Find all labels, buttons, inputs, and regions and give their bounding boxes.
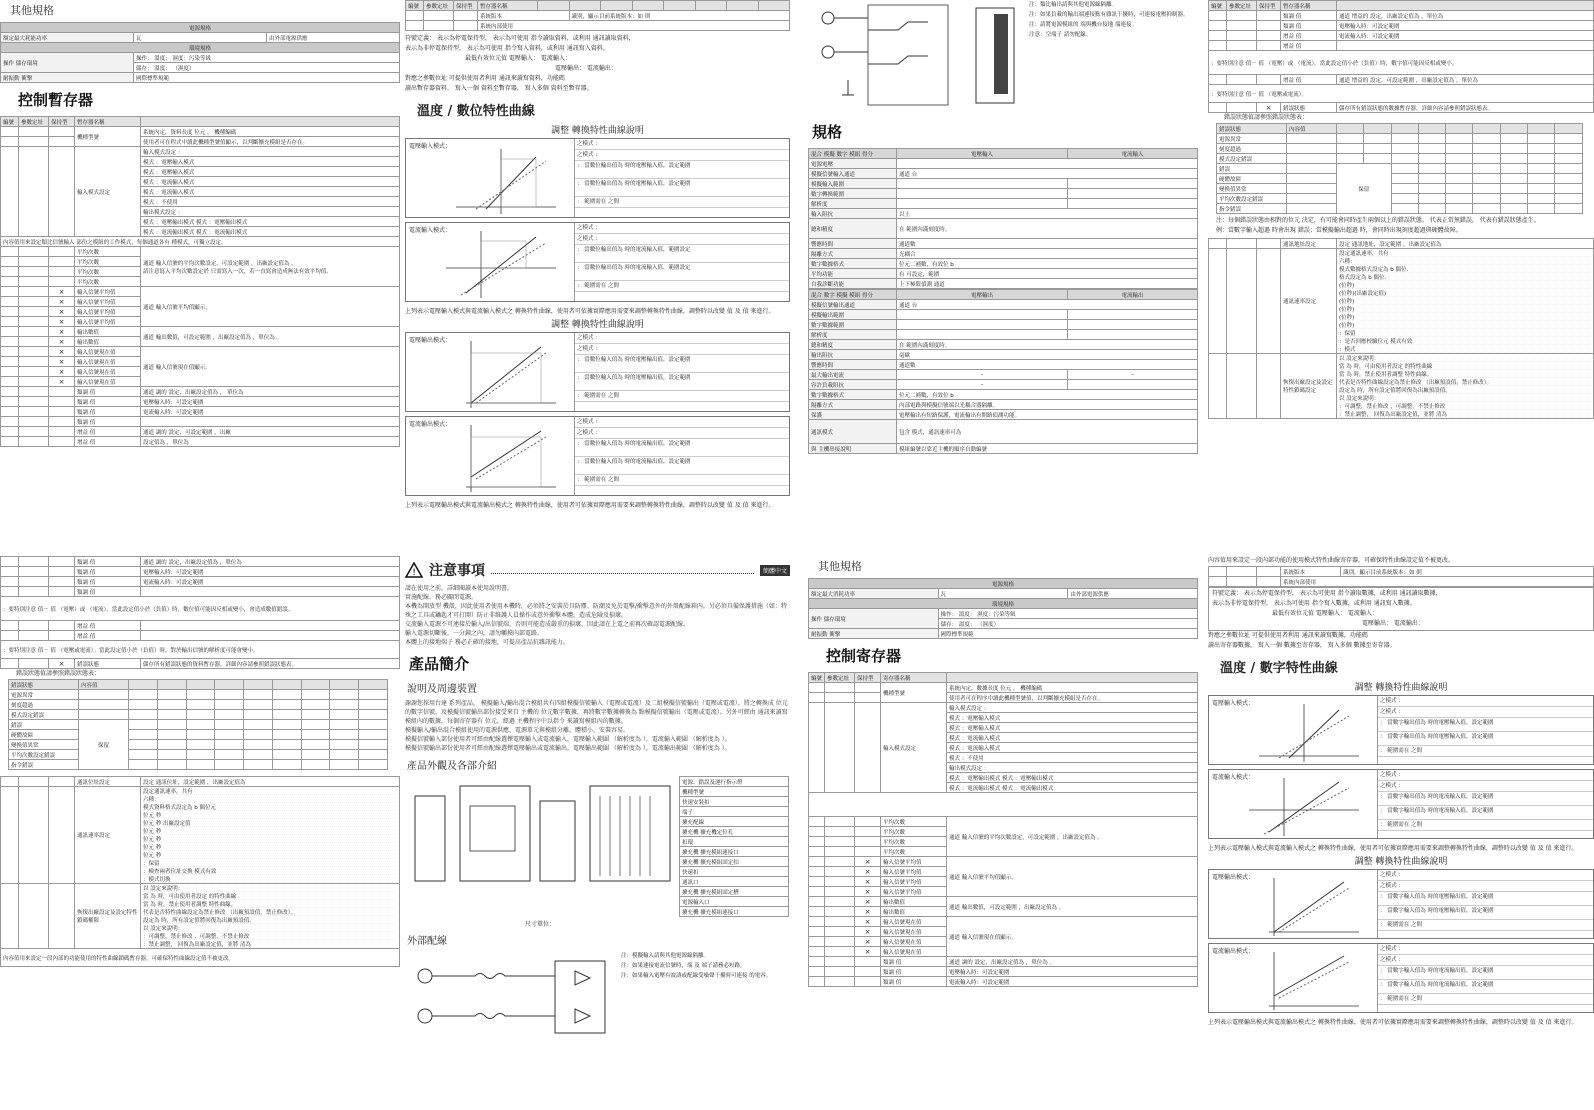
power-env-spec-table: 電源規格 額定最大耗能功率 瓦 由外部電源供應 環境規格 操作 儲存環境 操作： 溫度： 濕度：污染等級 儲存： 溫度： （濕度） 耐振動 衝擊 國際標準規範 xyxy=(0,22,400,83)
voltage-output-curve xyxy=(406,333,566,411)
wiring-title: 外部配線 xyxy=(407,936,447,947)
page-simplified-curves: 內容值用來設定一段內部功能的使用模式特性曲線寄存器，可確保特性曲線設定值不被更改。 系統版本 識別，顯示目前系統版本：如 則 系統內部使用 符號定義： 表示為停電保持型， 表示為可使用 指令讀取數據，或利用 通訊讀取數據， 表示為非停電保持型， 表示為可使用 指令寫入數據，或利用 通訊寫入數據。 最低有效位元值 電壓輸入： 電流輸入： 電壓輸出： 電流輸出： 對應之參數位址 可提供使用者利用 通訊來讀寫數據，功能碼 讀出寄存器數據， 寫入一個 數據至寄存器， 寫入多個 數據至寄存器。 溫度 / 數字特性曲線 調整 轉換特性曲線說明 電壓輸入模式： 之模式 ： 之模式 ： ： 當數字輸出值為 時的電壓輸入值，設定範圍 ： 當數字輸出值為 時的電壓輸入值，設定範圍 ： 範圍需在 之間 電流輸入模式： 之模式 ： 之模式 ： ： 當數字輸出值為 時的電流輸入值，設定範圍 ： 當數字輸出值為 時的電流輸入值，設定範圍 ： 範圍需在 之間 上列表示電壓輸入模式與電流輸入模式之 轉換特性曲線，使用者可依據實際應用需要來調整轉換特性曲線，調整時以改變 值 及 值 來進行。 調整 轉換特性曲線說明 電壓輸出模式： 之模式 ： 之模式 ： ： 當數字輸入值為 時的電壓輸出值，設定範圍 ： 當數字輸入值為 時的電壓輸出值，設定範圍 ： 範圍需在 之間 電流輸出模式： 之模式 ： 之模式 ： ： 當數字輸入值為 時的電流輸出值，設定範圍 ： 當數字輸入值為 時的電流輸出值，設定範圍 ： 範圍需在 之間 上列表示電壓輸出模式與電流輸出模式之 轉換特性曲線，使用者可依據實際應用需要來調整轉換特性曲線，調整時以改變 值 及 值 來進行。 xyxy=(1208,556,1594,1110)
input-curve-caption: 上列表示電壓輸入模式與電流輸入模式之 轉換特性曲線，使用者可依據實際應用需要來調整轉換特性曲線，調整時以改變 值 及 值 來進行。 xyxy=(405,308,775,315)
other-spec-title: 其他規格 xyxy=(10,4,54,17)
product-drawing xyxy=(405,776,675,886)
control-register-table-sc: 編號 參數定址 保持型 寄存器名稱 機種型號 系統內定，數據長度 位元 ， 機種編碼 使用者可在程序中讀此機種型號值，以判斷擴充模組是否存在。 輸入模式設定 輸入模式設定 ： 模式 ：電壓輸入模式 模式 ：電壓輸入模式 模式 ：電流輸入模式 模式 ：電流輸入模式 模式 ：不使用 輸出模式設定 ： 模式 ：電壓輸出模式 模式 ：電壓輸出模式 模式 ：電流輸出模式 模式 ：電流輸出模式 平均次數 通道 輸入信號的平均次數設定，可設定範圍 ，出廠設定值為 。 平均次數 平均次數 平均次數 × 輸入信號平均值 通道 輸入信號平均值顯示。 × 輸入信號平均值 × 輸入信號平均值 × 輸入信號平均值 × 輸出數值 通道 輸出數值，可設定範圍 ，出廠設定值為 。 × 輸出數值 × 輸入信號現在值 通道 輸入信號現在值顯示。 × 輸入信號現在值 × 輸入信號現在值 × 輸入信號現在值 類調 值 通道 調的 設定，出廠設定值為 ，單位為 。 類調 值 電壓輸入時：可設定範圍 類調 值 電流輸入時：可設定範圍 xyxy=(808,672,1198,987)
warning-list: 請在使用之前，詳細閱讀本使用說明書。 實施配線，務必關閉電源。 本機為開放型 機殼，因此使用者使用本機時，必須將之安裝於具防塵、防潮及免於電擊/衝擊意外的外殼配線箱內。另必須具備保護措施（如：特殊之工具或鑰匙才可打開）防止非維護人員操作或意外衝擊本體，造成危險及損壞。 交流輸入電源不可連接於輸入/出信號端，否則可能造成嚴重的損壞。因此請在上電之前再次確認電源配線。 輸入電源切斷後，一分鐘之內，請勿觸摸內部電路。 本體上的接地端子 務必正確的接地，可提高產品抗雜訊能力。 xyxy=(405,585,787,646)
symbol-definitions: 符號定義： 表示為停電保持型， 表示為可使用 指令讀取資料，或利用 通訊讀取資料， 表示為非停電保持型， 表示為可使用 指令寫入資料，或利用 通訊寫入資料。 最低有效位元值 電壓輸入： 電流輸入： 電壓輸出： 電流輸出： 對應之參數位址 可提供使用者利用 通訊來讀寫資料，功能碼 讀出暫存器資料， 寫入一個 資料至暫存器， 寫入多個 資料至暫存器。 xyxy=(405,35,635,92)
input-spec-table: 混合 模擬 數字 模組 得分 電壓輸入 電流輸入 電源電壓 模擬信號輸入通道 通道 台 模擬輸入範圍 數字轉換範圍 解析度 輸入阻抗 以上 總和精度 在 範圍內滿刻度時。 響應時間 通道數 隔離方式 光耦合 數字數據格式 位元二補數，有效位 b 平均功能 有 可設定，範圍 自我診斷功能 上下極限偵測 通道 xyxy=(808,148,1198,289)
module-terminal-diagram xyxy=(966,0,1021,110)
page-traditional-control-registers-1 xyxy=(0,0,400,550)
input-wiring-diagram xyxy=(405,951,615,1041)
language-badge: 簡體中文 xyxy=(760,565,790,576)
current-input-curve xyxy=(406,223,566,301)
control-register-title: 控制暫存器 xyxy=(18,91,94,109)
voltage-output-chart-sc: 電壓輸出模式： 之模式 ： 之模式 ： ： 當數字輸入值為 時的電壓輸出值，設定範圍 ： 當數字輸入值為 時的電壓輸出值，設定範圍 ： 範圍需在 之間 xyxy=(1208,869,1594,939)
curve-section-title-sc: 溫度 / 數字特性曲線 xyxy=(1220,661,1338,676)
wiring-top-area: 注：類比輸出請與其他電源線隔離。 注：如果負載的輸出端連接點有雜訊干擾時，可連接電壓抑制器。 注：請將電源模組的 端與機台接地 端連接。 注意：空端子 請勿配線。 xyxy=(808,0,1198,115)
parts-legend-table: 電源、錯誤及運行指示燈 機種型號 快速安裝扣 端子 擴充配線 擴充機 擴充機定位孔 扣環 擴充機 擴充模組連接口 擴充機 擴充模組固定扣 快速扣 通訊口 擴充機 擴充模組固定槽 電源輸入口 擴充機 擴充模組連接口 xyxy=(679,776,789,917)
page-simplified-specs xyxy=(808,0,1198,550)
svg-text:!: ! xyxy=(412,568,416,578)
page-simplified-registers-2 xyxy=(1208,0,1594,550)
error-status-table-trad: 錯誤狀態 內容值 電源異常 刻度超過 模式設定錯誤 錯誤 保留 硬體故障 變換值異常 平均次數設定錯誤 指令錯誤 xyxy=(8,679,388,770)
adjust-title-output: 調整 轉換特性曲線說明 xyxy=(551,320,644,330)
system-version-table-sc: 系統版本 識別，顯示目前系統版本：如 則 系統內部使用 xyxy=(1208,566,1594,587)
comm-register-table-trad: 通訊位址設定 設定 通訊位址，設定範圍 ，出廠設定值為 通訊速率設定 設定通訊速率，共有 六種： 模式資料格式設定為 b 偶位元 位元 秒 位元 秒 出廠設定值 位元 秒 位元 秒 位元 秒 位元 秒 ：保留 ：檢查兩者位址交換 模式有效 ：模式切換 恢復出廠設定及設定特性鎖碼權限 以 設定來說明： 當 為 時，可由使用者設定 的特性曲線 當 為 時，禁止使用者調整 特性曲線。 代表是否特性曲線設定為禁止修改 （出廠預設值，禁止修改）。 設定為 時，所有設定值將回復為出廠預設值。 以 設定來說明： ：可調整，禁止修改 ，可調整，不禁止修改 ：禁止調整， 回復為出廠設定值，並將 清為 內容值用來設定一段內部的功能使用的特性曲線鎖碼暫存器，可確保特性曲線設定值不被更改。 xyxy=(0,776,400,967)
intro-text: 謝謝您採用台達 系列產品。 模擬輸入/輸出混合模組共有四組模擬信號輸入（電壓或電流）及二組模擬信號輸出（電壓或電流），將之轉換成 位元的數字信號，及模擬信號輸出部份接受來自 主機的 位元數字數據，再將數字數據轉換為 點模擬信號輸出（電壓或電流）。另外可經由 通訊來讀寫模組內的數據，每個寄存器有 位元，經過 主機程序中以指令 來讀寫模組內的數據。 模擬輸入/輸出混合模組使用的電源供應，電源單元與模組分離，體積小，安裝容易。 模擬信號輸入部份使用者可經由配線選擇電壓輸入或電流輸入，電壓輸入範圍 （解析度為 ），電流輸入範圍 （解析度為 ）。 模擬信號輸出部份使用者可經由配線選擇電壓輸出或電流輸出，電壓輸出範圍 （解析度為 ），電流輸出範圍 （解析度為 ）。 xyxy=(405,700,788,752)
error-table-title: 錯誤狀態值請參照錯誤狀態表： xyxy=(1224,114,1309,121)
warning-header: ! 注意事項 簡體中文 xyxy=(405,560,790,580)
page-traditional-control-registers-2: 類調 值 通道 調的 設定，出廠設定值為 ，單位為 類調 值 電壓輸入時：可設定範圍 類調 值 電流輸入時：可設定範圍 類調 值 ：要特別注意 值－ 值 （電壓）或 （電流）。當此設定值小於（負值）時，數位值可能因反相或變小，會造成數值錯誤。 增益 值 增益 值 ：要特別注意 值－ 值 （電壓或電流）。當此設定值小於（負值）時，對於輸出信號的解析度可能會變小。 × 錯誤狀態 儲存所有錯誤狀態的資料暫存器，詳細內容請參照錯誤狀態表。 錯誤狀態值請參照錯誤狀態表： 錯誤狀態 內容值 電源異常 刻度超過 模式設定錯誤 錯誤 保留 硬體故障 變換值異常 平均次數設定錯誤 指令錯誤 通訊位址設定 設定 通訊位址，設定範圍 ，出廠設定值為 通訊速率設定 設定通訊速率，共有 六種： 模式資料格式設定為 b 偶位元 位元 秒 位元 秒 出廠設定值 位元 秒 位元 秒 位元 秒 位元 秒 ：保留 ：檢查兩者位址交換 模式有效 ：模式切換 恢復出廠設定及設定特性鎖碼權限 以 設定來說明： 當 為 時，可由使用者設定 的特性曲線 當 為 時，禁止使用者調整 特性曲線。 代表是否特性曲線設定為禁止修改 （出廠預設值，禁止修改）。 設定為 時，所有設定值將回復為出廠預設值。 以 設定來說明： ：可調整，禁止修改 ，可調整，不禁止修改 ：禁止調整， 回復為出廠設定值，並將 清為 內容值用來設定一段內部的功能使用的特性曲線鎖碼暫存器，可確保特性曲線設定值不被更改。 xyxy=(0,556,400,1110)
control-register-title-sc: 控制寄存器 xyxy=(826,647,902,665)
voltage-input-chart: 電壓輸入模式： 之模式 ： 之模式 ： ： 當數位輸出值為 時的電壓輸入值，設定範圍 ： 當數位輸出值為 時的電壓輸入值，設定範圍 ： 範圍需在 之間 xyxy=(405,138,790,218)
spec-title: 規格 xyxy=(812,123,843,141)
offset-register-table: 類調 值 通道 調的 設定，出廠設定值為 ，單位為 類調 值 電壓輸入時：可設定範圍 類調 值 電流輸入時：可設定範圍 類調 值 ：要特別注意 值－ 值 （電壓）或 （電流）。當此設定值小於（負值）時，數位值可能因反相或變小，會造成數值錯誤。 增益 值 增益 值 ：要特別注意 值－ 值 （電壓或電流）。當此設定值小於（負值）時，對於輸出信號的解析度可能會變小。 × 錯誤狀態 儲存所有錯誤狀態的資料暫存器，詳細內容請參照錯誤狀態表。 xyxy=(0,556,400,669)
system-version-table: 編號 參數定址 保持型 暫存器名稱 系統版本 識別，顯示目前系統版本：如 則 系統內部使用 xyxy=(405,0,790,31)
output-curve-caption: 上列表示電壓輸出模式與電流輸出模式之 轉換特性曲線，使用者可依據實際應用需要來調整轉換特性曲線，調整時以改變 值 及 值 來進行。 xyxy=(405,502,775,509)
power-env-spec-table-sc: 電源規格 額定最大消耗功率 瓦 由外部電源供應 環境規格 操作 儲存環境 操作： 溫度： 濕度：污染等級 儲存： 溫度： （濕度） 耐振動 衝擊 國際標準規範 xyxy=(808,578,1198,639)
error-example: 例：當數字輸入超過 時會出現 錯誤；當模擬輸出超過 時，會同時出現刻度超過與硬體故障。 xyxy=(1216,227,1462,234)
page-simplified-intro: ! 注意事項 簡體中文 請在使用之前，詳細閱讀本使用說明書。 實施配線，務必關閉電源。 本機為開放型 機殼，因此使用者使用本機時，必須將之安裝於具防塵、防潮及免於電擊/衝擊意外的外殼配線箱內。另必須具備保護措施（如：特殊之工具或鑰匙才可打開）防止非維護人員操作或意外衝擊本體，造成危險及損壞。 交流輸入電源不可連接於輸入/出信號端，否則可能造成嚴重的損壞。因此請在上電之前再次確認電源配線。 輸入電源切斷後，一分鐘之內，請勿觸摸內部電路。 本體上的接地端子 務必正確的接地，可提高產品抗雜訊能力。 產品簡介 說明及周邊裝置 謝謝您採用台達 系列產品。 模擬輸入/輸出混合模組共有四組模擬信號輸入（電壓或電流）及二組模擬信號輸出（電壓或電流），將之轉換成 位元的數字信號，及模擬信號輸出部份接受來自 主機的 位元數字數據，再將數字數據轉換為 點模擬信號輸出（電壓或電流）。另外可經由 通訊來讀寫模組內的數據，每個寄存器有 位元，經過 主機程序中以指令 來讀寫模組內的數據。 模擬輸入/輸出混合模組使用的電源供應，電源單元與模組分離，體積小，安裝容易。 模擬信號輸入部份使用者可經由配線選擇電壓輸入或電流輸入，電壓輸入範圍 （解析度為 ），電流輸入範圍 （解析度為 ）。 模擬信號輸出部份使用者可經由配線選擇電壓輸出或電流輸出，電壓輸出範圍 （解析度為 ），電流輸出範圍 （解析度為 ）。 產品外觀及各部介紹 電源、錯誤及運行指示燈 機種型號 快速安裝扣 端子 擴充配線 擴充機 擴充機定位孔 扣環 擴充機 擴充模組連接口 擴充機 擴充模組固定扣 快速扣 通訊口 擴充機 擴充模組固定槽 電源輸入口 擴充機 擴充模組連接口 尺寸單位： 外部配線 注：模擬輸入請與其他電源線隔離。 注：如果連接電流信號時，端 及 端子請務必短路。 注：如果輸入電壓有波濤或配線受噪聲干擾時可連接 的電容。 xyxy=(405,556,790,1110)
current-output-chart-sc: 電流輸出模式： 之模式 ： 之模式 ： ： 當數字輸入值為 時的電流輸出值，設定範圍 ： 當數字輸入值為 時的電流輸出值，設定範圍 ： 範圍需在 之間 xyxy=(1208,943,1594,1013)
voltage-output-chart: 電壓輸出模式： 之模式 ： 之模式 ： ： 當數位輸入值為 時的電壓輸出值，設定範圍 ： 當數位輸入值為 時的電壓輸出值，設定範圍 ： 範圍需在 之間 xyxy=(405,332,790,412)
parts-title: 產品外觀及各部介紹 xyxy=(407,761,497,772)
intro-subtitle: 說明及周邊裝置 xyxy=(407,684,477,695)
control-register-table: 編號 參數定址 保持型 暫存器名稱 機種型號 系統內定，資料長度 位元 ， 機種編碼 使用者可在程式中讀此機種型號值顯示，以判斷擴充模組是否存在。 輸入模式設定 輸入模式設定 ： 模式 ：電壓輸入模式 模式 ：電壓輸入模式 模式 ：電流輸入模式 模式 ：電流輸入模式 模式 ：不使用 輸出模式設定 ： 模式 ：電壓輸出模式 模式 ：電壓輸出模式 模式 ：電流輸出模式 模式 ：電流輸出模式 內容值用來設定類比信號輸入 部份之模組的工作模式，每個通道各有 種模式，可獨立設定。 平均次數 通道 輸入信號的平均次數設定，可設定範圍 ，出廠設定值為 。 請注意寫入平均次數設定於 只需寫入一次，若一直寫會造成無法有效平均值。 平均次數 平均次數 平均次數 × 輸入信號平均值 通道 輸入信號平均值顯示。 × 輸入信號平均值 × 輸入信號平均值 × 輸入信號平均值 × 輸出數值 通道 輸出數值，可設定範圍 ，出廠設定值為 ，單位為 。 × 輸出數值 × 輸入信號現在值 通道 輸入信號現在值顯示。 × 輸入信號現在值 × 輸入信號現在值 × 輸入信號現在值 類調 值 通道 調的 設定，出廠設定值為 ， 單位為 類調 值 電壓輸入時：可設定範圍 類調 值 電流輸入時：可設定範圍 類調 值 增益 值 通道 調的 設定，可設定範圍 ，出廠 增益 值 設定值為 ，單位為 xyxy=(0,116,400,447)
current-output-chart: 電流輸出模式： 之模式 ： 之模式 ： ： 當數位輸入值為 時的電流輸出值，設定範圍 ： 當數位輸入值為 時的電流輸出值，設定範圍 ： 範圍需在 之間 xyxy=(405,416,790,496)
curve-section-title: 溫度 / 數位特性曲線 xyxy=(417,104,535,119)
voltage-input-curve xyxy=(406,139,566,217)
current-input-chart-sc: 電流輸入模式： 之模式 ： 之模式 ： ： 當數字輸出值為 時的電流輸入值，設定範圍 ： 當數字輸出值為 時的電流輸入值，設定範圍 ： 範圍需在 之間 xyxy=(1208,769,1594,839)
comm-register-table: 通訊地址設定 設定 通訊地址，設定範圍 ，出廠設定值為 通訊速率設定 設定通訊速率，共有 六種： 模式數據格式設定為 b 偶位. 格式設定為 b 偶位. (位秒) (位秒)(出廠設定值) (位秒) (位秒) (位秒) (位秒) ：保留 ：是否回應校驗位元 模式有效 ：模式 恢復出廠設定及設定特性鎖碼設定 以 設定來說明： 當 為 時，可由使用者設定 的特性曲線 當 為 時，禁止使用者調整 特性曲線。 代表是否特性曲線設定為禁止修改 （出廠預設值，禁止修改）。 設定為 時，所有設定值將回復為出廠預設值。 以 設定來說明： ：可調整，禁止修改 ，可調整，不禁止修改 ：禁止調整， 回復為出廠設定值，並將 清為 xyxy=(1208,238,1594,419)
current-output-curve xyxy=(406,417,566,495)
page-simplified-control-registers-1: 其他規格 電源規格 額定最大消耗功率 瓦 由外部電源供應 環境規格 操作 儲存環境 操作： 溫度： 濕度：污染等級 儲存： 溫度： （濕度） 耐振動 衝擊 國際標準規範 控制寄存器 編號 參數定址 保持型 寄存器名稱 機種型號 系統內定，數據長度 位元 ， 機種編碼 使用者可在程序中讀此機種型號值，以判斷擴充模組是否存在。 輸入模式設定 輸入模式設定 ： 模式 ：電壓輸入模式 模式 ：電壓輸入模式 模式 ：電流輸入模式 模式 ：電流輸入模式 模式 ：不使用 輸出模式設定 ： 模式 ：電壓輸出模式 模式 ：電壓輸出模式 模式 ：電流輸出模式 模式 ：電流輸出模式 平均次數 通道 輸入信號的平均次數設定，可設定範圍 ，出廠設定值為 。 平均次數 平均次數 平均次數 × 輸入信號平均值 通道 輸入信號平均值顯示。 × 輸入信號平均值 × 輸入信號平均值 × 輸入信號平均值 × 輸出數值 通道 輸出數值，可設定範圍 ，出廠設定值為 。 × 輸出數值 × 輸入信號現在值 通道 輸入信號現在值顯示。 × 輸入信號現在值 × 輸入信號現在值 × 輸入信號現在值 類調 值 通道 調的 設定，出廠設定值為 ，單位為 。 類調 值 電壓輸入時：可設定範圍 類調 值 電流輸入時：可設定範圍 xyxy=(808,556,1198,1110)
page-traditional-curves xyxy=(405,0,790,550)
adjust-title-input: 調整 轉換特性曲線說明 xyxy=(551,126,644,136)
output-spec-table: 混合 數字 模擬 模組 得分 電壓輸出 電流輸出 模擬信號輸出通道 通道 台 模擬輸出範圍 數字數據範圍 解析度 總和精度 在 範圍內滿刻度時。 輸出阻抗 毫歐 響應時間 通道數 最大輸出電流 – – 容許負載阻抗 – 數字數據格式 位元二補數，有效位 b 隔離方式 內部電路與模擬信號端以光耦合器隔離。 保護 電壓輸出有短路保護，電流輸出有開路偵測功能。 通訊模式 包含 模式，通訊速率可為 與 主機串接說明 模組編號以靠近主機的順序自動編號 xyxy=(808,289,1198,454)
current-input-chart: 電流輸入模式： 之模式 ： 之模式 ： ： 當數位輸出值為 時的電流輸入值，範圍設定 ： 當數位輸出值為 時的電流輸入值，範圍設定 ： 範圍需在 之間 xyxy=(405,222,790,302)
warning-icon xyxy=(405,562,423,578)
error-note: 注：每個錯誤狀態由相對的位元 決定，有可能會同時產生兩個以上的錯誤狀態。 代表正常無錯誤， 代表有錯誤狀態產生。 xyxy=(1216,217,1540,224)
gain-register-table: 編號 參數定址 保持型 暫存器名稱 類調 值 通道 增益的 設定，出廠設定值為 ，單位為 類調 值 電壓輸入時：可設定範圍 增益 值 電流輸入時：可設定範圍 增益 值 ：要特別注意 值－ 值 （電壓）或 （電流）。當此設定值小於（負值）時，數字值可能因反相或變小。 增益 值 通道 增益的 設定，可設定範圍 ，出廠設定值為 ，單位為 ：要特別注意 值－ 值 （電壓或電流）。 × 錯誤狀態 儲存所有錯誤狀態的數據暫存器，詳細內容請參照錯誤狀態表。 xyxy=(1208,0,1594,113)
error-status-table: 錯誤狀態 內容值 電源異常 刻度超過 模式設定錯誤 錯誤 保留 硬體故障 變換值異常 平均次數設定錯誤 指令錯誤 xyxy=(1216,123,1583,214)
output-wiring-diagram xyxy=(808,0,958,110)
voltage-input-chart-sc: 電壓輸入模式： 之模式 ： 之模式 ： ： 當數字輸出值為 時的電壓輸入值，設定範圍 ： 當數字輸出值為 時的電壓輸入值，設定範圍 ： 範圍需在 之間 xyxy=(1208,695,1594,765)
intro-title: 產品簡介 xyxy=(409,655,470,673)
